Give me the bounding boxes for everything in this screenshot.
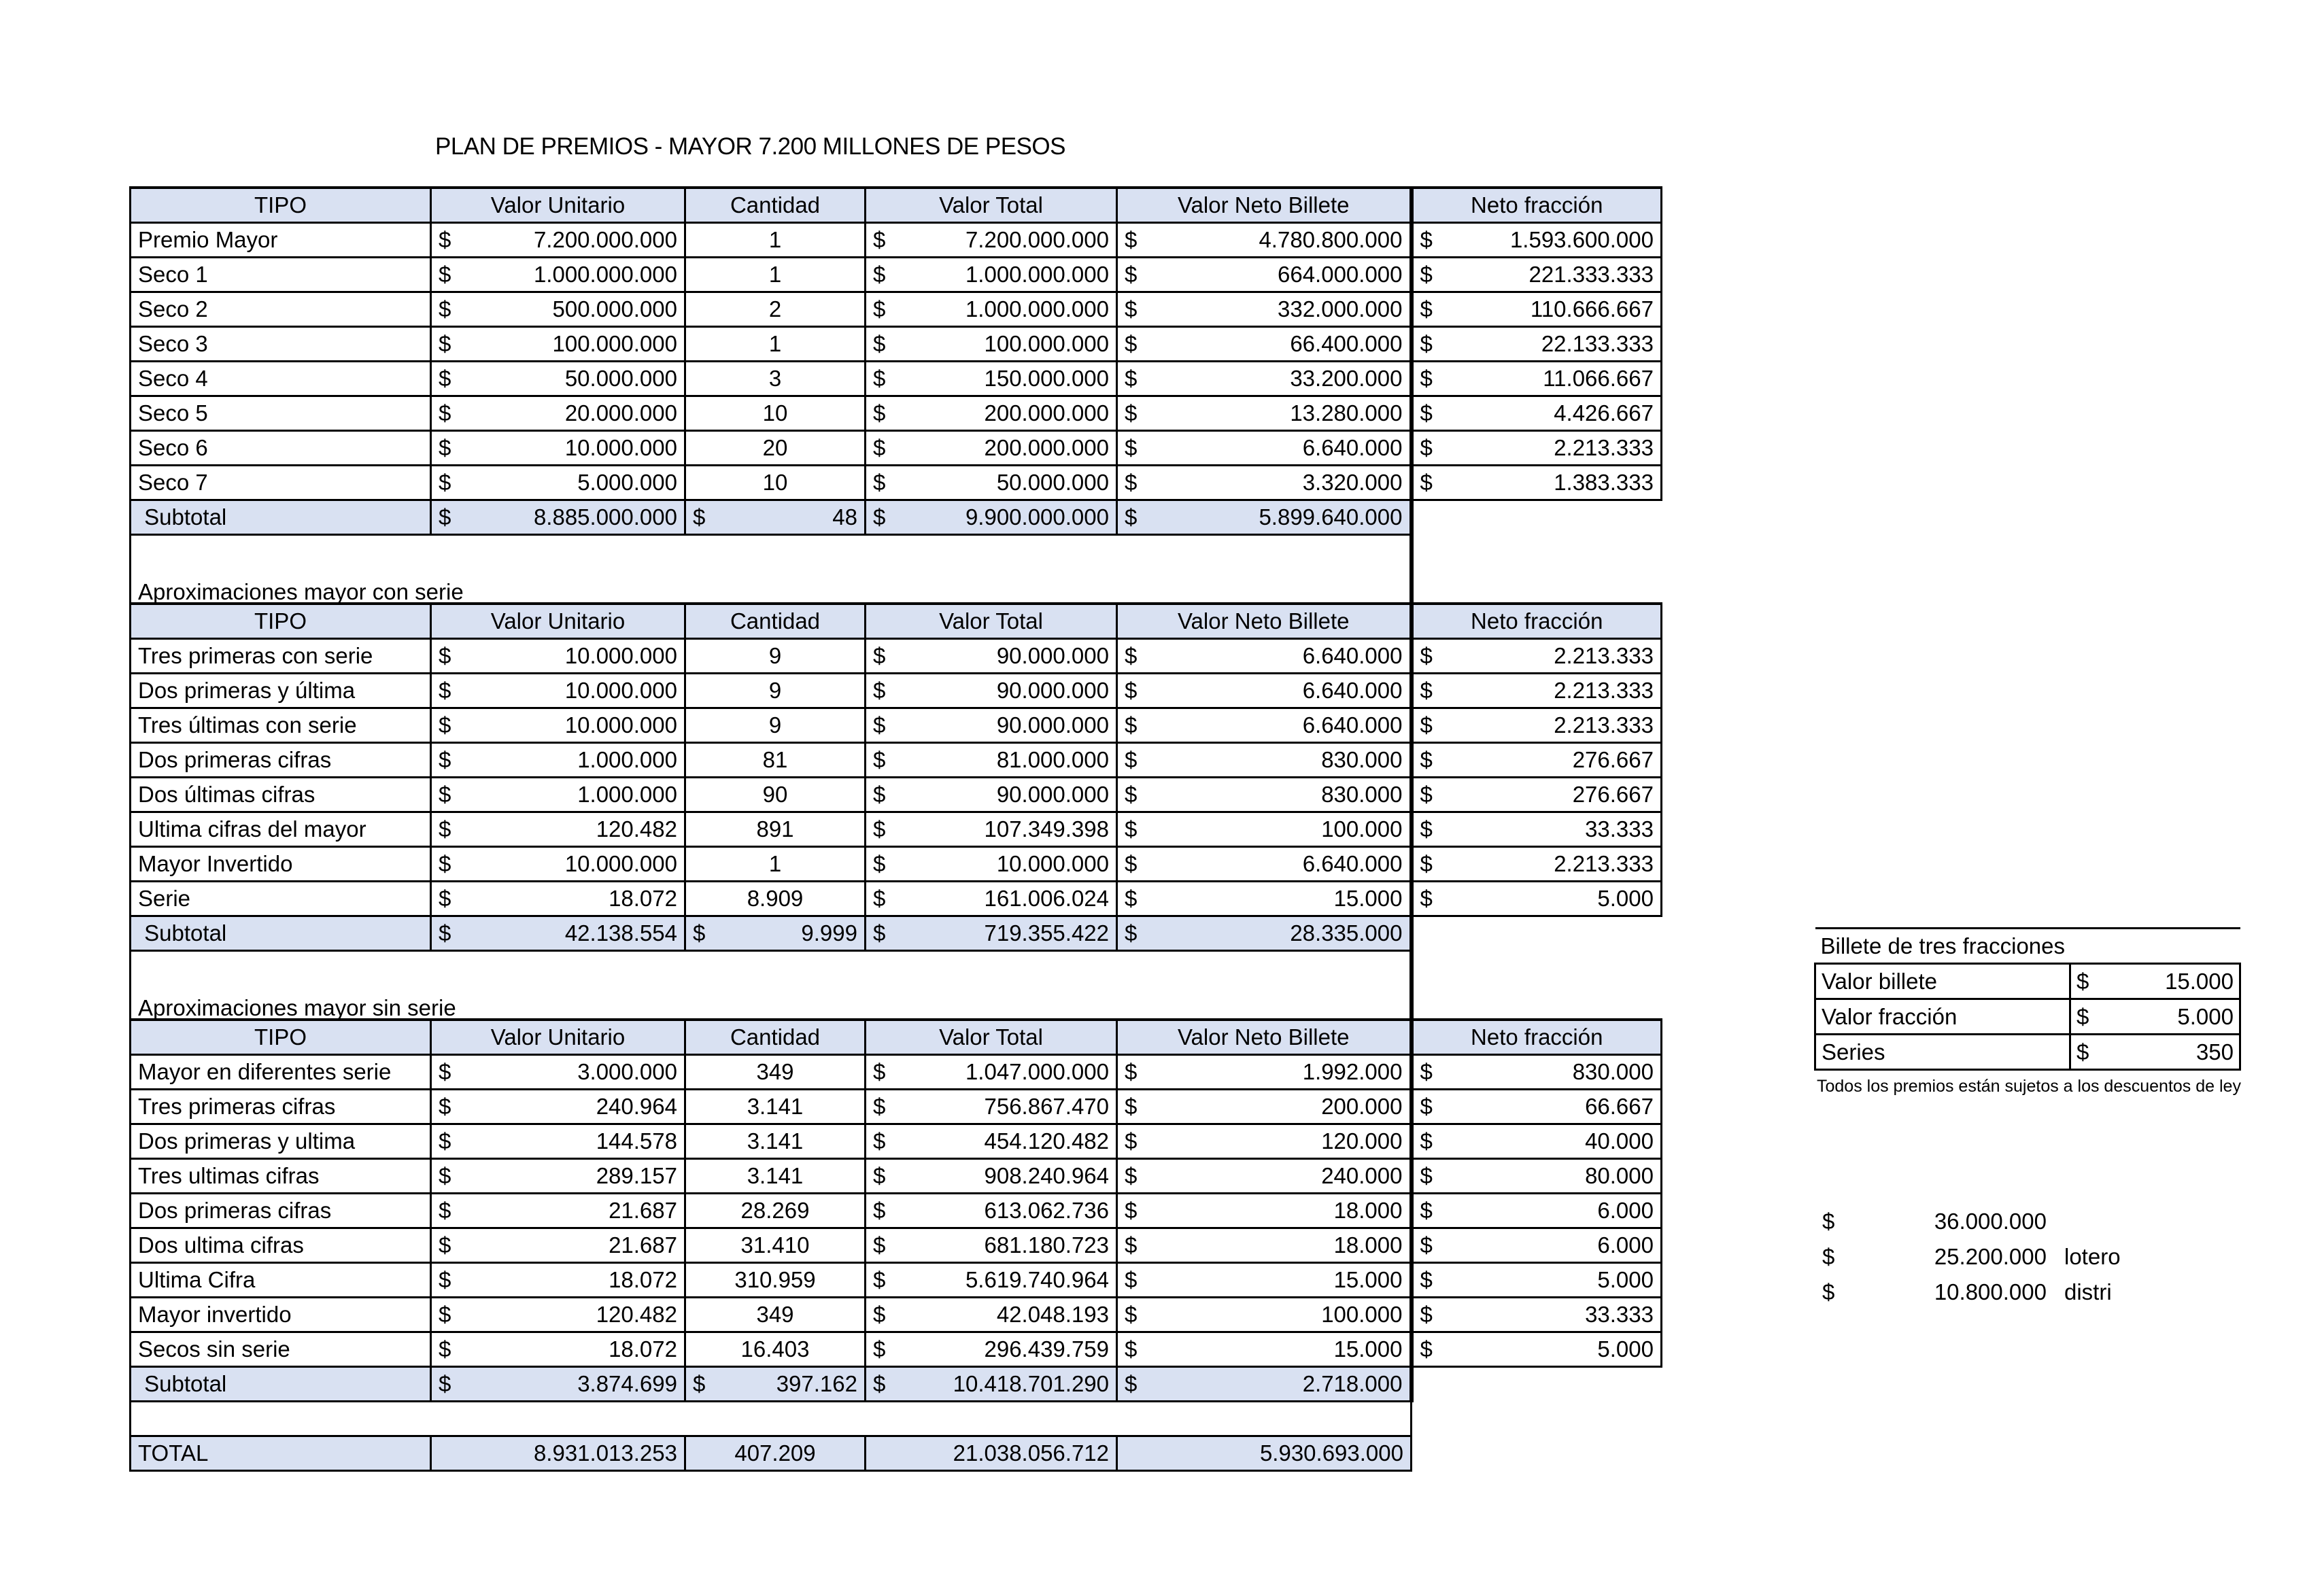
net-fraction-value: $ 5.000 xyxy=(1412,1262,1662,1297)
table-row xyxy=(131,292,1662,326)
billete-value: $ 5.000 xyxy=(2070,999,2240,1035)
subtotal-net-ticket: $ 5.899.640.000 xyxy=(1117,500,1412,534)
prize-type: Dos últimas cifras xyxy=(131,777,431,812)
net-fraction-value: $ 2.213.333 xyxy=(1412,708,1662,742)
billete-row xyxy=(1815,1035,2240,1070)
total-value: $ 50.000.000 xyxy=(866,465,1117,500)
net-fraction-value: $ 2.213.333 xyxy=(1412,638,1662,673)
net-ticket-value: $ 6.640.000 xyxy=(1117,708,1412,742)
total-value: $ 454.120.482 xyxy=(866,1124,1117,1158)
total-quantity: 407.209 xyxy=(685,1436,866,1470)
total-value: $ 90.000.000 xyxy=(866,708,1117,742)
prize-type: Secos sin serie xyxy=(131,1332,431,1366)
prize-type: Seco 5 xyxy=(131,396,431,430)
total-value: $ 10.000.000 xyxy=(866,846,1117,881)
table-row xyxy=(131,1158,1662,1193)
prize-type: Seco 2 xyxy=(131,292,431,326)
quantity: 90 xyxy=(685,777,866,812)
net-fraction-value: $ 33.333 xyxy=(1412,1297,1662,1332)
column-header: Neto fracción xyxy=(1412,188,1662,222)
empty-cell xyxy=(1412,1401,1662,1436)
prize-type: Dos ultima cifras xyxy=(131,1228,431,1262)
table-row xyxy=(131,1297,1662,1332)
net-ticket-value: $ 332.000.000 xyxy=(1117,292,1412,326)
section-heading: Aproximaciones mayor con serie xyxy=(131,569,1412,604)
total-row xyxy=(131,1436,1662,1470)
net-fraction-value: $ 22.133.333 xyxy=(1412,326,1662,361)
unit-value: $ 10.000.000 xyxy=(431,673,685,708)
subtotal-row xyxy=(131,500,1662,534)
prize-type: Tres últimas con serie xyxy=(131,708,431,742)
empty-cell xyxy=(1412,950,1662,985)
billete-label: Series xyxy=(1815,1035,2070,1070)
quantity: 1 xyxy=(685,846,866,881)
table-row xyxy=(131,1089,1662,1124)
subtotal-total-value: $ 719.355.422 xyxy=(866,916,1117,950)
extra-value-line xyxy=(1822,1244,2121,1270)
net-fraction-value: $ 2.213.333 xyxy=(1412,673,1662,708)
net-fraction-value: $ 110.666.667 xyxy=(1412,292,1662,326)
net-ticket-value: $ 3.320.000 xyxy=(1117,465,1412,500)
quantity: 9 xyxy=(685,673,866,708)
total-value: $ 1.000.000.000 xyxy=(866,257,1117,292)
quantity: 81 xyxy=(685,742,866,777)
subtotal-row xyxy=(131,1366,1662,1401)
total-value: $ 908.240.964 xyxy=(866,1158,1117,1193)
unit-value: $ 10.000.000 xyxy=(431,430,685,465)
net-fraction-value: $ 5.000 xyxy=(1412,1332,1662,1366)
table-row xyxy=(131,326,1662,361)
subtotal-net-ticket: $ 2.718.000 xyxy=(1117,1366,1412,1401)
net-fraction-value: $ 5.000 xyxy=(1412,881,1662,916)
prize-type: Premio Mayor xyxy=(131,222,431,257)
extra-label: lotero xyxy=(2064,1244,2121,1269)
column-header: Cantidad xyxy=(685,1020,866,1054)
total-value: $ 756.867.470 xyxy=(866,1089,1117,1124)
unit-value: $ 1.000.000.000 xyxy=(431,257,685,292)
table-row xyxy=(131,1124,1662,1158)
subtotal-unit-value: $ 3.874.699 xyxy=(431,1366,685,1401)
total-value: $ 1.000.000.000 xyxy=(866,292,1117,326)
quantity: 10 xyxy=(685,396,866,430)
table-row xyxy=(131,465,1662,500)
total-value: $ 7.200.000.000 xyxy=(866,222,1117,257)
prize-plan-table xyxy=(129,186,1662,1472)
total-value: $ 81.000.000 xyxy=(866,742,1117,777)
prize-type: Tres primeras con serie xyxy=(131,638,431,673)
net-fraction-value: $ 221.333.333 xyxy=(1412,257,1662,292)
subtotal-label: Subtotal xyxy=(131,916,431,950)
unit-value: $ 289.157 xyxy=(431,1158,685,1193)
net-ticket-value: $ 1.992.000 xyxy=(1117,1054,1412,1089)
quantity: 16.403 xyxy=(685,1332,866,1366)
column-header: Valor Total xyxy=(866,188,1117,222)
unit-value: $ 10.000.000 xyxy=(431,846,685,881)
unit-value: $ 3.000.000 xyxy=(431,1054,685,1089)
column-header: Valor Neto Billete xyxy=(1117,1020,1412,1054)
extra-value-line xyxy=(1822,1279,2112,1305)
prize-type: Dos primeras y ultima xyxy=(131,1124,431,1158)
net-ticket-value: $ 33.200.000 xyxy=(1117,361,1412,396)
total-value: $ 1.047.000.000 xyxy=(866,1054,1117,1089)
net-ticket-value: $ 6.640.000 xyxy=(1117,673,1412,708)
total-label: TOTAL xyxy=(131,1436,431,1470)
prize-type: Tres ultimas cifras xyxy=(131,1158,431,1193)
quantity: 891 xyxy=(685,812,866,846)
net-ticket-value: $ 830.000 xyxy=(1117,742,1412,777)
subtotal-quantity: $ 48 xyxy=(685,500,866,534)
quantity: 8.909 xyxy=(685,881,866,916)
prize-type: Mayor invertido xyxy=(131,1297,431,1332)
billete-box xyxy=(1814,927,2241,1071)
table-row xyxy=(131,257,1662,292)
net-fraction-value: $ 1.593.600.000 xyxy=(1412,222,1662,257)
quantity: 349 xyxy=(685,1297,866,1332)
empty-cell xyxy=(1412,1436,1662,1470)
unit-value: $ 120.482 xyxy=(431,1297,685,1332)
table-row xyxy=(131,1193,1662,1228)
section-heading-row xyxy=(131,569,1662,604)
empty-cell xyxy=(1412,1366,1662,1401)
unit-value: $ 21.687 xyxy=(431,1228,685,1262)
prize-type: Seco 4 xyxy=(131,361,431,396)
table-row xyxy=(131,1332,1662,1366)
prize-type: Seco 1 xyxy=(131,257,431,292)
blank-row xyxy=(131,1401,1662,1436)
net-fraction-value: $ 1.383.333 xyxy=(1412,465,1662,500)
table-row xyxy=(131,812,1662,846)
gap-cell xyxy=(131,534,1412,569)
table-row xyxy=(131,777,1662,812)
unit-value: $ 18.072 xyxy=(431,881,685,916)
header-row xyxy=(131,188,1662,222)
quantity: 349 xyxy=(685,1054,866,1089)
section-gap xyxy=(131,950,1662,985)
subtotal-quantity: $ 397.162 xyxy=(685,1366,866,1401)
subtotal-label: Subtotal xyxy=(131,1366,431,1401)
net-ticket-value: $ 100.000 xyxy=(1117,812,1412,846)
quantity: 3.141 xyxy=(685,1124,866,1158)
column-header: Cantidad xyxy=(685,188,866,222)
table-row xyxy=(131,881,1662,916)
net-fraction-value: $ 830.000 xyxy=(1412,1054,1662,1089)
subtotal-unit-value: $ 42.138.554 xyxy=(431,916,685,950)
net-fraction-value: $ 4.426.667 xyxy=(1412,396,1662,430)
total-value: $ 42.048.193 xyxy=(866,1297,1117,1332)
quantity: 3.141 xyxy=(685,1089,866,1124)
quantity: 9 xyxy=(685,708,866,742)
quantity: 3.141 xyxy=(685,1158,866,1193)
blank-cell xyxy=(131,1401,1412,1436)
total-total-value: 21.038.056.712 xyxy=(866,1436,1117,1470)
prize-type: Dos primeras cifras xyxy=(131,1193,431,1228)
header-row xyxy=(131,604,1662,638)
empty-cell xyxy=(1412,916,1662,950)
column-header: Cantidad xyxy=(685,604,866,638)
billete-label: Valor fracción xyxy=(1815,999,2070,1035)
empty-cell xyxy=(1412,985,1662,1020)
column-header: Valor Unitario xyxy=(431,1020,685,1054)
net-ticket-value: $ 66.400.000 xyxy=(1117,326,1412,361)
prize-type: Dos primeras cifras xyxy=(131,742,431,777)
subtotal-label: Subtotal xyxy=(131,500,431,534)
prize-type: Tres primeras cifras xyxy=(131,1089,431,1124)
column-header: TIPO xyxy=(131,1020,431,1054)
total-value: $ 200.000.000 xyxy=(866,430,1117,465)
table-row xyxy=(131,1228,1662,1262)
quantity: 3 xyxy=(685,361,866,396)
column-header: Valor Neto Billete xyxy=(1117,604,1412,638)
prize-type: Ultima cifras del mayor xyxy=(131,812,431,846)
unit-value: $ 5.000.000 xyxy=(431,465,685,500)
unit-value: $ 1.000.000 xyxy=(431,742,685,777)
quantity: 1 xyxy=(685,326,866,361)
table-row xyxy=(131,222,1662,257)
billete-label: Valor billete xyxy=(1815,964,2070,999)
quantity: 310.959 xyxy=(685,1262,866,1297)
prize-type: Serie xyxy=(131,881,431,916)
quantity: 2 xyxy=(685,292,866,326)
column-header: Neto fracción xyxy=(1412,1020,1662,1054)
unit-value: $ 18.072 xyxy=(431,1332,685,1366)
unit-value: $ 144.578 xyxy=(431,1124,685,1158)
unit-value: $ 120.482 xyxy=(431,812,685,846)
currency-sign: $ xyxy=(1822,1279,1835,1304)
net-ticket-value: $ 18.000 xyxy=(1117,1193,1412,1228)
total-value: $ 107.349.398 xyxy=(866,812,1117,846)
net-fraction-value: $ 33.333 xyxy=(1412,812,1662,846)
total-value: $ 5.619.740.964 xyxy=(866,1262,1117,1297)
unit-value: $ 1.000.000 xyxy=(431,777,685,812)
currency-sign: $ xyxy=(1822,1209,1835,1234)
subtotal-total-value: $ 9.900.000.000 xyxy=(866,500,1117,534)
header-row xyxy=(131,1020,1662,1054)
billete-row xyxy=(1815,999,2240,1035)
prize-type: Dos primeras y última xyxy=(131,673,431,708)
extra-amount: 25.200.000 xyxy=(1934,1244,2047,1269)
table-row xyxy=(131,846,1662,881)
quantity: 1 xyxy=(685,257,866,292)
section-heading: Aproximaciones mayor sin serie xyxy=(131,985,1412,1020)
extra-amount: 10.800.000 xyxy=(1934,1279,2047,1304)
currency-sign: $ xyxy=(1822,1244,1835,1269)
total-value: $ 90.000.000 xyxy=(866,638,1117,673)
page-title: PLAN DE PREMIOS - MAYOR 7.200 MILLONES DE PESOS xyxy=(435,133,1065,160)
net-fraction-value: $ 2.213.333 xyxy=(1412,430,1662,465)
empty-cell xyxy=(1412,534,1662,569)
subtotal-unit-value: $ 8.885.000.000 xyxy=(431,500,685,534)
net-fraction-value: $ 6.000 xyxy=(1412,1193,1662,1228)
net-fraction-value: $ 40.000 xyxy=(1412,1124,1662,1158)
extra-value-line xyxy=(1822,1209,2064,1234)
subtotal-quantity: $ 9.999 xyxy=(685,916,866,950)
total-value: $ 90.000.000 xyxy=(866,673,1117,708)
column-header: Valor Total xyxy=(866,604,1117,638)
column-header: Valor Total xyxy=(866,1020,1117,1054)
net-ticket-value: $ 15.000 xyxy=(1117,1332,1412,1366)
prize-type: Mayor Invertido xyxy=(131,846,431,881)
total-unit-value: 8.931.013.253 xyxy=(431,1436,685,1470)
billete-value: $ 350 xyxy=(2070,1035,2240,1070)
net-fraction-value: $ 6.000 xyxy=(1412,1228,1662,1262)
total-value: $ 200.000.000 xyxy=(866,396,1117,430)
net-ticket-value: $ 13.280.000 xyxy=(1117,396,1412,430)
table-row xyxy=(131,708,1662,742)
column-header: Valor Unitario xyxy=(431,188,685,222)
column-header: Valor Neto Billete xyxy=(1117,188,1412,222)
net-ticket-value: $ 120.000 xyxy=(1117,1124,1412,1158)
quantity: 20 xyxy=(685,430,866,465)
billete-caption: Billete de tres fracciones xyxy=(1815,929,2240,964)
quantity: 1 xyxy=(685,222,866,257)
table-row xyxy=(131,396,1662,430)
net-fraction-value: $ 11.066.667 xyxy=(1412,361,1662,396)
net-fraction-value: $ 80.000 xyxy=(1412,1158,1662,1193)
quantity: 9 xyxy=(685,638,866,673)
unit-value: $ 21.687 xyxy=(431,1193,685,1228)
prize-type: Ultima Cifra xyxy=(131,1262,431,1297)
table-row xyxy=(131,1054,1662,1089)
column-header: TIPO xyxy=(131,188,431,222)
net-fraction-value: $ 276.667 xyxy=(1412,777,1662,812)
net-ticket-value: $ 18.000 xyxy=(1117,1228,1412,1262)
net-ticket-value: $ 100.000 xyxy=(1117,1297,1412,1332)
column-header: TIPO xyxy=(131,604,431,638)
quantity: 28.269 xyxy=(685,1193,866,1228)
extra-label: distri xyxy=(2064,1279,2112,1304)
net-ticket-value: $ 830.000 xyxy=(1117,777,1412,812)
net-ticket-value: $ 200.000 xyxy=(1117,1089,1412,1124)
net-ticket-value: $ 15.000 xyxy=(1117,1262,1412,1297)
billete-value: $ 15.000 xyxy=(2070,964,2240,999)
table-row xyxy=(131,361,1662,396)
unit-value: $ 7.200.000.000 xyxy=(431,222,685,257)
net-fraction-value: $ 2.213.333 xyxy=(1412,846,1662,881)
unit-value: $ 500.000.000 xyxy=(431,292,685,326)
table-row xyxy=(131,673,1662,708)
net-fraction-value: $ 276.667 xyxy=(1412,742,1662,777)
extra-amount: 36.000.000 xyxy=(1934,1209,2047,1234)
net-ticket-value: $ 15.000 xyxy=(1117,881,1412,916)
net-ticket-value: $ 4.780.800.000 xyxy=(1117,222,1412,257)
billete-row xyxy=(1815,964,2240,999)
net-ticket-value: $ 664.000.000 xyxy=(1117,257,1412,292)
legal-note: Todos los premios están sujetos a los descuentos de ley xyxy=(1817,1077,2241,1096)
column-header: Valor Unitario xyxy=(431,604,685,638)
unit-value: $ 100.000.000 xyxy=(431,326,685,361)
table-row xyxy=(131,742,1662,777)
total-value: $ 613.062.736 xyxy=(866,1193,1117,1228)
subtotal-net-ticket: $ 28.335.000 xyxy=(1117,916,1412,950)
unit-value: $ 18.072 xyxy=(431,1262,685,1297)
empty-cell xyxy=(1412,569,1662,604)
unit-value: $ 10.000.000 xyxy=(431,638,685,673)
column-header: Neto fracción xyxy=(1412,604,1662,638)
total-value: $ 100.000.000 xyxy=(866,326,1117,361)
total-value: $ 150.000.000 xyxy=(866,361,1117,396)
table-row xyxy=(131,1262,1662,1297)
prize-type: Seco 7 xyxy=(131,465,431,500)
table-row xyxy=(131,638,1662,673)
unit-value: $ 240.964 xyxy=(431,1089,685,1124)
section-gap xyxy=(131,534,1662,569)
unit-value: $ 50.000.000 xyxy=(431,361,685,396)
billete-caption-row xyxy=(1815,929,2240,964)
net-ticket-value: $ 6.640.000 xyxy=(1117,638,1412,673)
prize-type: Mayor en diferentes serie xyxy=(131,1054,431,1089)
net-ticket-value: $ 6.640.000 xyxy=(1117,430,1412,465)
gap-cell xyxy=(131,950,1412,985)
total-net-ticket: 5.930.693.000 xyxy=(1117,1436,1412,1470)
net-ticket-value: $ 240.000 xyxy=(1117,1158,1412,1193)
prize-type: Seco 6 xyxy=(131,430,431,465)
total-value: $ 90.000.000 xyxy=(866,777,1117,812)
empty-cell xyxy=(1412,500,1662,534)
quantity: 10 xyxy=(685,465,866,500)
unit-value: $ 10.000.000 xyxy=(431,708,685,742)
total-value: $ 161.006.024 xyxy=(866,881,1117,916)
quantity: 31.410 xyxy=(685,1228,866,1262)
prize-type: Seco 3 xyxy=(131,326,431,361)
section-heading-row xyxy=(131,985,1662,1020)
subtotal-total-value: $ 10.418.701.290 xyxy=(866,1366,1117,1401)
net-fraction-value: $ 66.667 xyxy=(1412,1089,1662,1124)
table-row xyxy=(131,430,1662,465)
subtotal-row xyxy=(131,916,1662,950)
net-ticket-value: $ 6.640.000 xyxy=(1117,846,1412,881)
total-value: $ 296.439.759 xyxy=(866,1332,1117,1366)
unit-value: $ 20.000.000 xyxy=(431,396,685,430)
total-value: $ 681.180.723 xyxy=(866,1228,1117,1262)
